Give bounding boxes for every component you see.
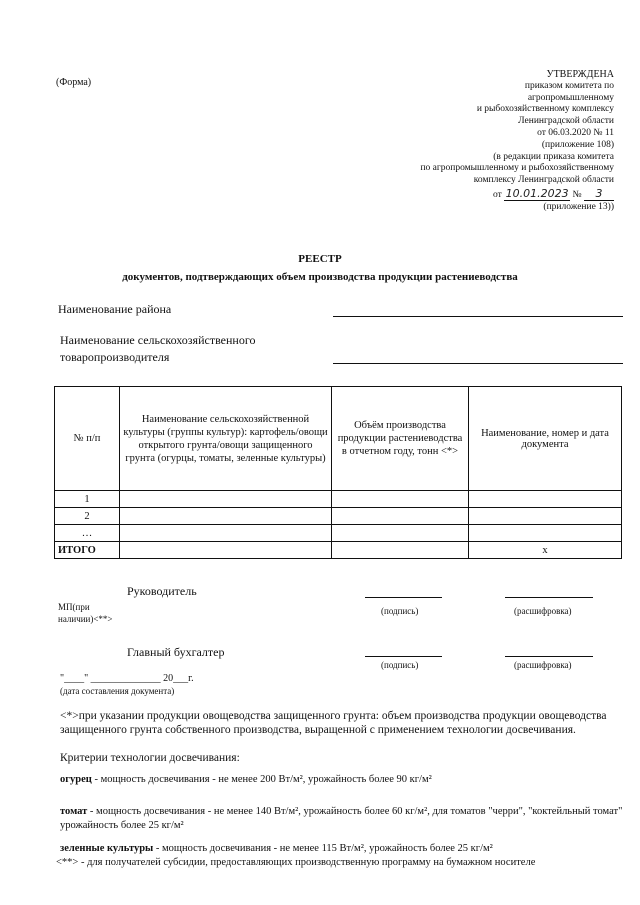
criteria-title: Критерии технологии досвечивания: <box>60 752 240 764</box>
accountant-label: Главный бухгалтер <box>127 645 225 659</box>
header-document: Наименование, номер и дата документа <box>469 387 622 491</box>
criterion-text: - мощность досвечивания - не менее 200 Вт/м², урожайность более 90 кг/м² <box>91 774 432 785</box>
head-signature-line[interactable] <box>365 597 442 598</box>
criterion-greens <box>60 842 630 856</box>
criterion-cucumber <box>60 773 630 787</box>
table-cell[interactable] <box>120 525 332 542</box>
table-cell <box>332 542 469 559</box>
approval-date-line <box>420 188 614 202</box>
total-row <box>55 542 622 559</box>
accountant-decode-line[interactable] <box>505 656 593 657</box>
accountant-signature-line[interactable] <box>365 656 442 657</box>
header-crop: Наименование сельскохозяйственной культуры (группы культур): картофель/овощи открытого грунта/овощи защищенного грунта (огурцы, томаты, зеленные культуры) <box>120 387 332 491</box>
approval-line: по агропромышленному и рыбохозяйственному <box>420 163 614 174</box>
district-label: Наименование района <box>58 302 172 316</box>
table-cell[interactable] <box>120 508 332 525</box>
signature-caption: (подпись) <box>381 660 419 670</box>
criterion-tomato <box>60 805 625 833</box>
table-cell[interactable] <box>469 508 622 525</box>
table-header-row <box>55 387 622 491</box>
stamp-label-2: наличии)<**> <box>58 614 113 624</box>
heading-title: РЕЕСТР <box>298 253 342 265</box>
crop-name: зеленные культуры <box>60 843 154 854</box>
heading-subtitle: документов, подтверждающих объем производства продукции растениеводства <box>122 271 518 283</box>
header-number: № п/п <box>55 387 120 491</box>
head-decode-line[interactable] <box>505 597 593 598</box>
note-lighting: <*>при указании продукции овощеводства защищенного грунта: объем производства продукции овощеводства защищенного грунта собственного производства, выращенной с применением технологии досвечивания. <box>60 710 607 736</box>
row-number: 1 <box>55 491 120 508</box>
table-row <box>55 491 622 508</box>
form-label: (Форма) <box>56 77 92 88</box>
producer-input-line[interactable] <box>333 363 623 364</box>
district-input-line[interactable] <box>333 316 623 317</box>
note-paper-carrier: <**> - для получателей субсидии, предоставляющих производственную программу на бумажном носителе <box>56 857 536 868</box>
table-cell[interactable] <box>120 491 332 508</box>
document-heading <box>0 250 640 286</box>
crop-name: томат <box>60 806 88 817</box>
approval-line: комплексу Ленинградской области <box>473 175 614 186</box>
table-row <box>55 508 622 525</box>
table-cell[interactable] <box>469 525 622 542</box>
row-number: 2 <box>55 508 120 525</box>
producer-label-line2: товаропроизводителя <box>60 350 170 364</box>
table-row <box>55 525 622 542</box>
approval-line: от 06.03.2020 № 11 <box>537 127 614 138</box>
handwritten-date: 10.01.2023 <box>505 186 569 200</box>
signature-caption: (подпись) <box>381 606 419 616</box>
date-caption: (дата составления документа) <box>60 686 175 696</box>
stamp-label-1: МП(при <box>58 602 90 612</box>
row-number: … <box>55 525 120 542</box>
approval-line: и рыбохозяйственному комплексу <box>476 104 614 115</box>
crop-name: огурец <box>60 774 92 785</box>
criterion-text: - мощность досвечивания - не менее 115 Вт/м², урожайность более 25 кг/м² <box>153 843 493 854</box>
number-prefix: № <box>572 189 582 200</box>
criterion-text: - мощность досвечивания - не менее 140 Вт/м², урожайность более 60 кг/м², для томатов "черри", "коктейльный томат" урожайность более 25 кг/м² <box>60 806 623 831</box>
total-label: ИТОГО <box>55 542 120 559</box>
approval-line: приказом комитета по <box>524 80 614 91</box>
producer-label-line1: Наименование сельскохозяйственного <box>60 333 256 347</box>
approval-block <box>420 69 614 214</box>
handwritten-number: 3 <box>584 188 614 201</box>
table-cell[interactable] <box>332 491 469 508</box>
approval-line: Ленинградской области <box>518 116 614 127</box>
table-cell[interactable] <box>332 508 469 525</box>
approval-line: (в редакции приказа комитета <box>493 151 614 162</box>
header-volume: Объём производства продукции растениеводства в отчетном году, тонн <*> <box>332 387 469 491</box>
approval-title: УТВЕРЖДЕНА <box>546 69 614 80</box>
total-mark: x <box>469 542 622 559</box>
decode-caption: (расшифровка) <box>514 660 572 670</box>
head-label: Руководитель <box>127 584 197 598</box>
date-line[interactable]: "____" ______________ 20___г. <box>60 673 194 684</box>
approval-line: агропромышленному <box>527 92 614 103</box>
date-prefix: от <box>493 189 502 200</box>
table-cell[interactable] <box>469 491 622 508</box>
decode-caption: (расшифровка) <box>514 606 572 616</box>
approval-line: (приложение 108) <box>541 139 614 150</box>
approval-appendix: (приложение 13)) <box>543 201 614 212</box>
table-cell[interactable] <box>332 525 469 542</box>
table-cell <box>120 542 332 559</box>
registry-table <box>54 386 622 559</box>
